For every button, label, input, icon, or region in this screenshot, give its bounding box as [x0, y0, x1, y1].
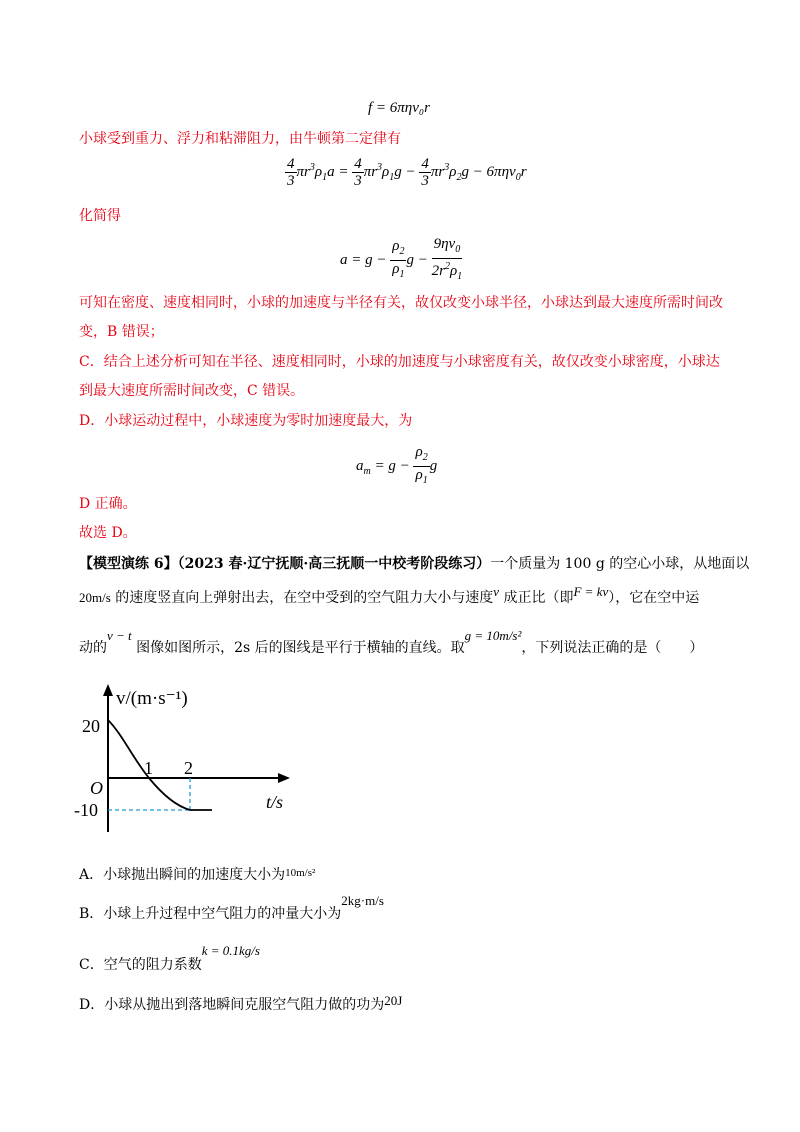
option-c[interactable]: [79, 943, 260, 974]
initial-speed: 20m/s: [79, 590, 111, 605]
question-text-4: ），它在空中运: [608, 590, 700, 606]
option-c-text: C．空气的阻力系数: [79, 957, 202, 973]
paragraph-d: D．小球运动过程中，小球速度为零时加速度最大，为: [79, 413, 413, 429]
question-text-7: ，下列说法正确的是（ ）: [521, 640, 704, 656]
x-axis-arrow: [278, 773, 290, 783]
option-a-value: 10m/s²: [285, 867, 316, 879]
paragraph-c-line1: C．结合上述分析可知在半径、速度相同时，小球的加速度与小球密度有关，故仅改变小球密度，小球达: [79, 354, 720, 370]
question-line3: [79, 628, 704, 658]
y-axis-label: v/(m·s⁻¹): [116, 688, 188, 709]
drag-law: F = kv: [573, 584, 609, 599]
velocity-symbol: v: [493, 584, 500, 599]
origin-label: O: [90, 778, 103, 798]
gravity-value: g = 10m/s²: [464, 628, 522, 643]
question-heading: 【模型演练 6】（2023 春·辽宁抚顺·高三抚顺一中校考阶段练习）: [79, 556, 491, 572]
option-a-text: A．小球抛出瞬间的加速度大小为: [79, 867, 286, 883]
paragraph-simplify: 化简得: [79, 208, 121, 224]
x-tick-2: 2: [184, 758, 193, 778]
question-line1: [79, 554, 749, 574]
paragraph-b-line1: 可知在密度、速度相同时，小球的加速度与半径有关，故仅改变小球半径，小球达到最大速度所需时间改: [79, 295, 723, 311]
option-a[interactable]: [79, 864, 315, 884]
equation-drag-force: [368, 100, 430, 117]
option-d-value: 20J: [384, 993, 403, 1008]
vt-graph: [70, 682, 300, 842]
option-d-text: D．小球从抛出到落地瞬间克服空气阻力做的功为: [79, 997, 385, 1013]
option-b-text: B．小球上升过程中空气阻力的冲量大小为: [79, 906, 342, 922]
velocity-curve: [108, 720, 212, 810]
x-axis-label: t/s: [266, 792, 284, 812]
question-text-3: 成正比（即: [499, 590, 574, 606]
option-c-value: k = 0.1kg/s: [201, 943, 260, 958]
paragraph-c-line2: 到最大速度所需时间改变，C 错误。: [79, 383, 305, 399]
question-text-5: 动的: [79, 640, 107, 656]
paragraph-d-correct: D 正确。: [79, 496, 137, 512]
y-tick-20: 20: [82, 716, 100, 736]
equation-acceleration: a = g − $\frac{\rho_2}{\rho_1}$ g − $\frac{9\eta v_0}{2r^2\rho_1}$: [340, 236, 463, 282]
question-text-1: 一个质量为 100 g 的空心小球，从地面以: [490, 556, 750, 572]
y-tick-minus10: -10: [74, 800, 98, 820]
vt-symbol: v − t: [107, 628, 132, 643]
paragraph-answer: 故选 D。: [79, 525, 137, 541]
question-text-6: 图像如图所示，2s 后的图线是平行于横轴的直线。取: [131, 640, 465, 656]
x-tick-1: 1: [144, 758, 153, 778]
question-text-2: 的速度竖直向上弹射出去，在空中受到的空气阻力大小与速度: [110, 590, 494, 606]
question-line2: [79, 584, 700, 608]
paragraph-b-line2: 变，B 错误；: [79, 324, 164, 340]
option-b-value: 2kg·m/s: [341, 893, 384, 908]
option-b[interactable]: [79, 893, 384, 923]
equation-max-acceleration: $a_m = g$ − $\frac{\rho_2}{\rho_1}$ g: [356, 444, 438, 486]
paragraph-newton: 小球受到重力、浮力和粘滞阻力，由牛顿第二定律有: [79, 131, 401, 147]
y-axis-arrow: [103, 684, 113, 696]
equation-text: f = 6πηv₀r: [368, 100, 430, 116]
equation-newton-second-law: $\frac{4}{3}$ $\pi r^3\rho_1a$ = $\frac{4}{3}$ $\pi r^3\rho_1g$ − $\frac{4}{3}$ $\pi r^3\rho_2g - 6\pi\eta v_0r$: [287, 156, 527, 189]
option-d[interactable]: [79, 994, 402, 1014]
